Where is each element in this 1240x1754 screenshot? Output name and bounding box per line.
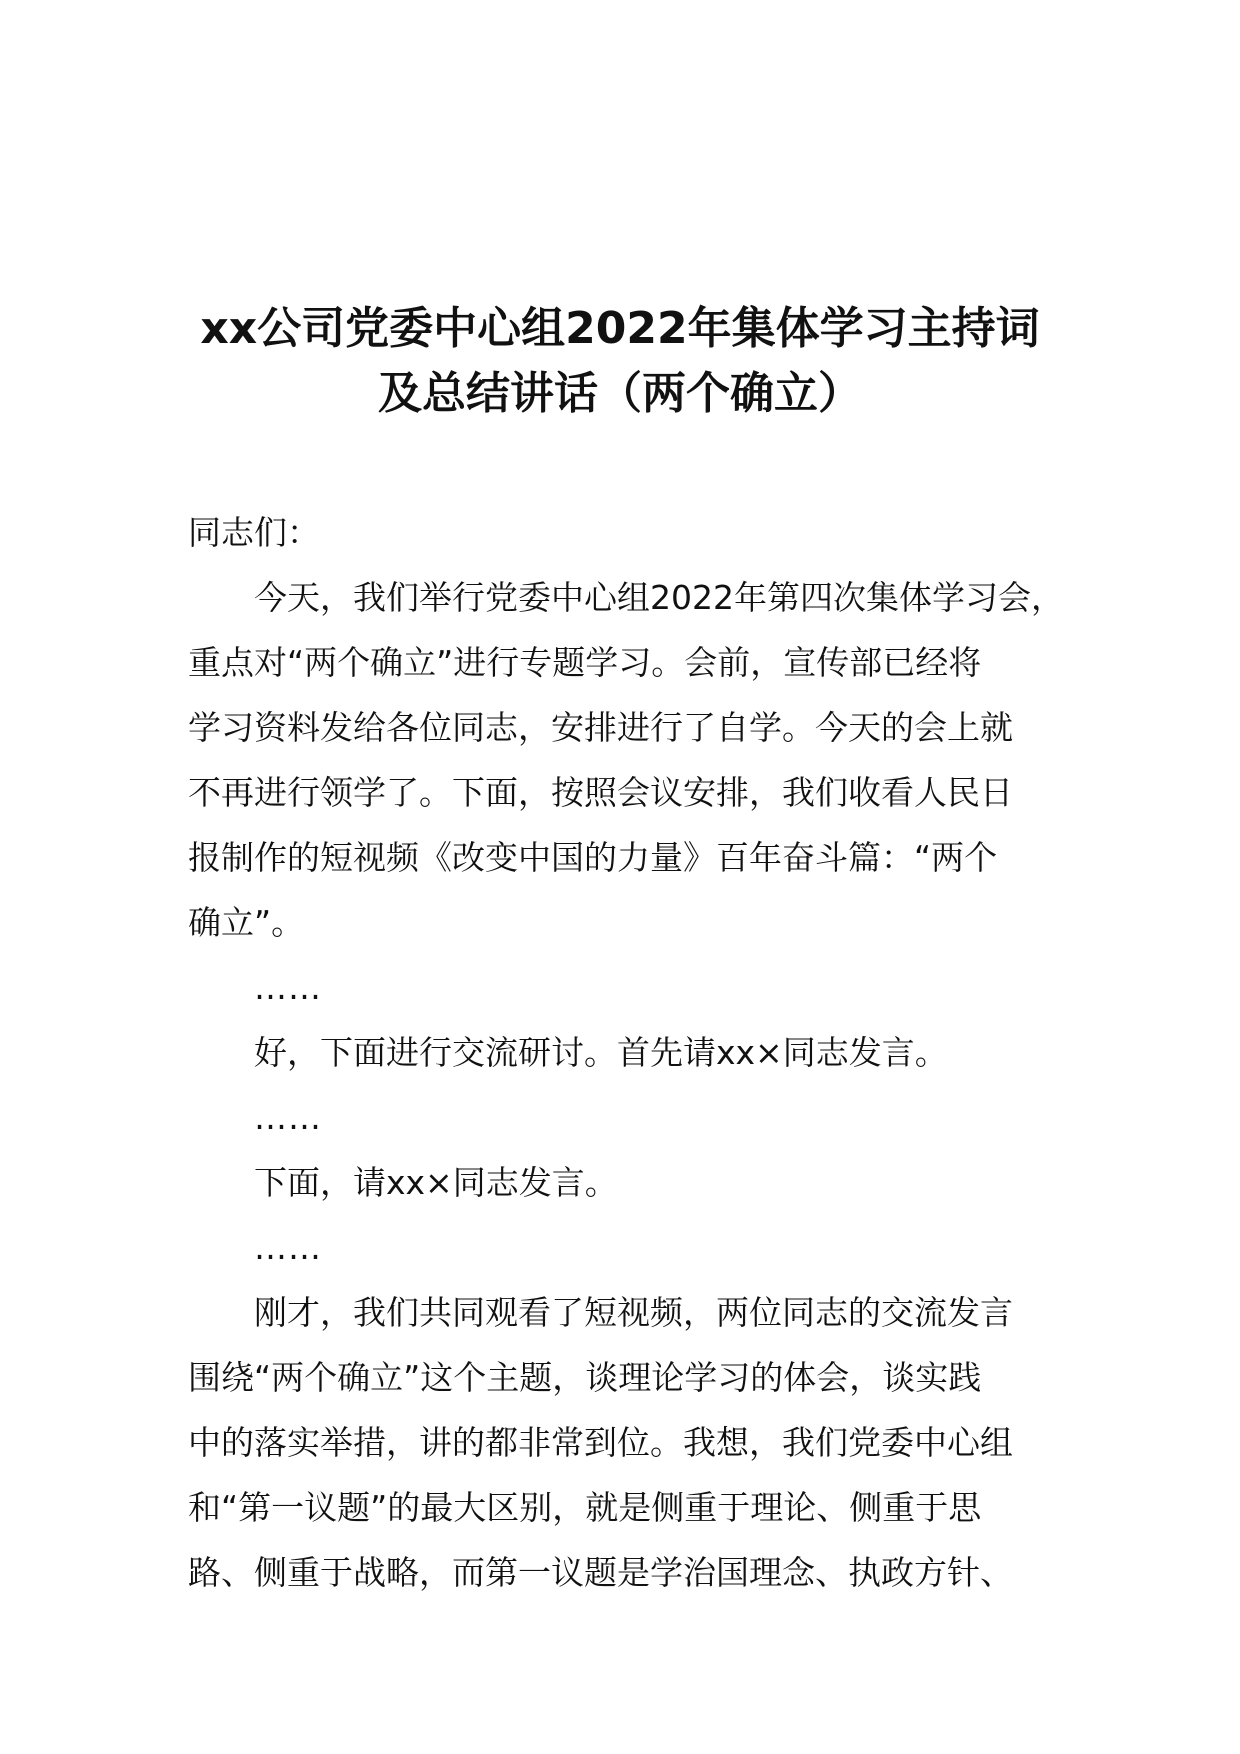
title-line-1: xx公司党委中心组2022年集体学习主持词 (200, 303, 1040, 354)
paragraph-opening (188, 565, 1108, 955)
paragraph-summary (188, 1280, 1108, 1605)
paragraph-line: 和“第一议题”的最大区别，就是侧重于理论、侧重于思 (188, 1488, 982, 1527)
greeting: 同志们： (188, 513, 320, 552)
ellipsis-2: …… (254, 1098, 322, 1137)
paragraph-line: 中的落实举措，讲的都非常到位。我想，我们党委中心组 (188, 1423, 1013, 1462)
paragraph-line: 确立”。 (188, 903, 305, 942)
paragraph-line: 不再进行领学了。下面，按照会议安排，我们收看人民日 (188, 773, 1013, 812)
title-line-2: 及总结讲话（两个确立） (378, 368, 862, 419)
document-title (150, 296, 1090, 426)
paragraph-line: 今天，我们举行党委中心组2022年第四次集体学习会， (254, 578, 1064, 617)
paragraph-line: 路、侧重于战略，而第一议题是学治国理念、执政方针、 (188, 1553, 1013, 1592)
document-body (188, 500, 1108, 1605)
paragraph-discussion-start: 好，下面进行交流研讨。首先请xx×同志发言。 (254, 1033, 948, 1072)
ellipsis-3: …… (254, 1228, 322, 1267)
paragraph-line: 学习资料发给各位同志，安排进行了自学。今天的会上就 (188, 708, 1013, 747)
paragraph-line: 重点对“两个确立”进行专题学习。会前，宣传部已经将 (188, 643, 982, 682)
paragraph-line: 报制作的短视频《改变中国的力量》百年奋斗篇：“两个 (188, 838, 998, 877)
paragraph-line: 围绕“两个确立”这个主题，谈理论学习的体会，谈实践 (188, 1358, 982, 1397)
ellipsis-1: …… (254, 968, 322, 1007)
paragraph-next-speaker: 下面，请xx×同志发言。 (254, 1163, 618, 1202)
paragraph-line: 刚才，我们共同观看了短视频，两位同志的交流发言 (254, 1293, 1013, 1332)
